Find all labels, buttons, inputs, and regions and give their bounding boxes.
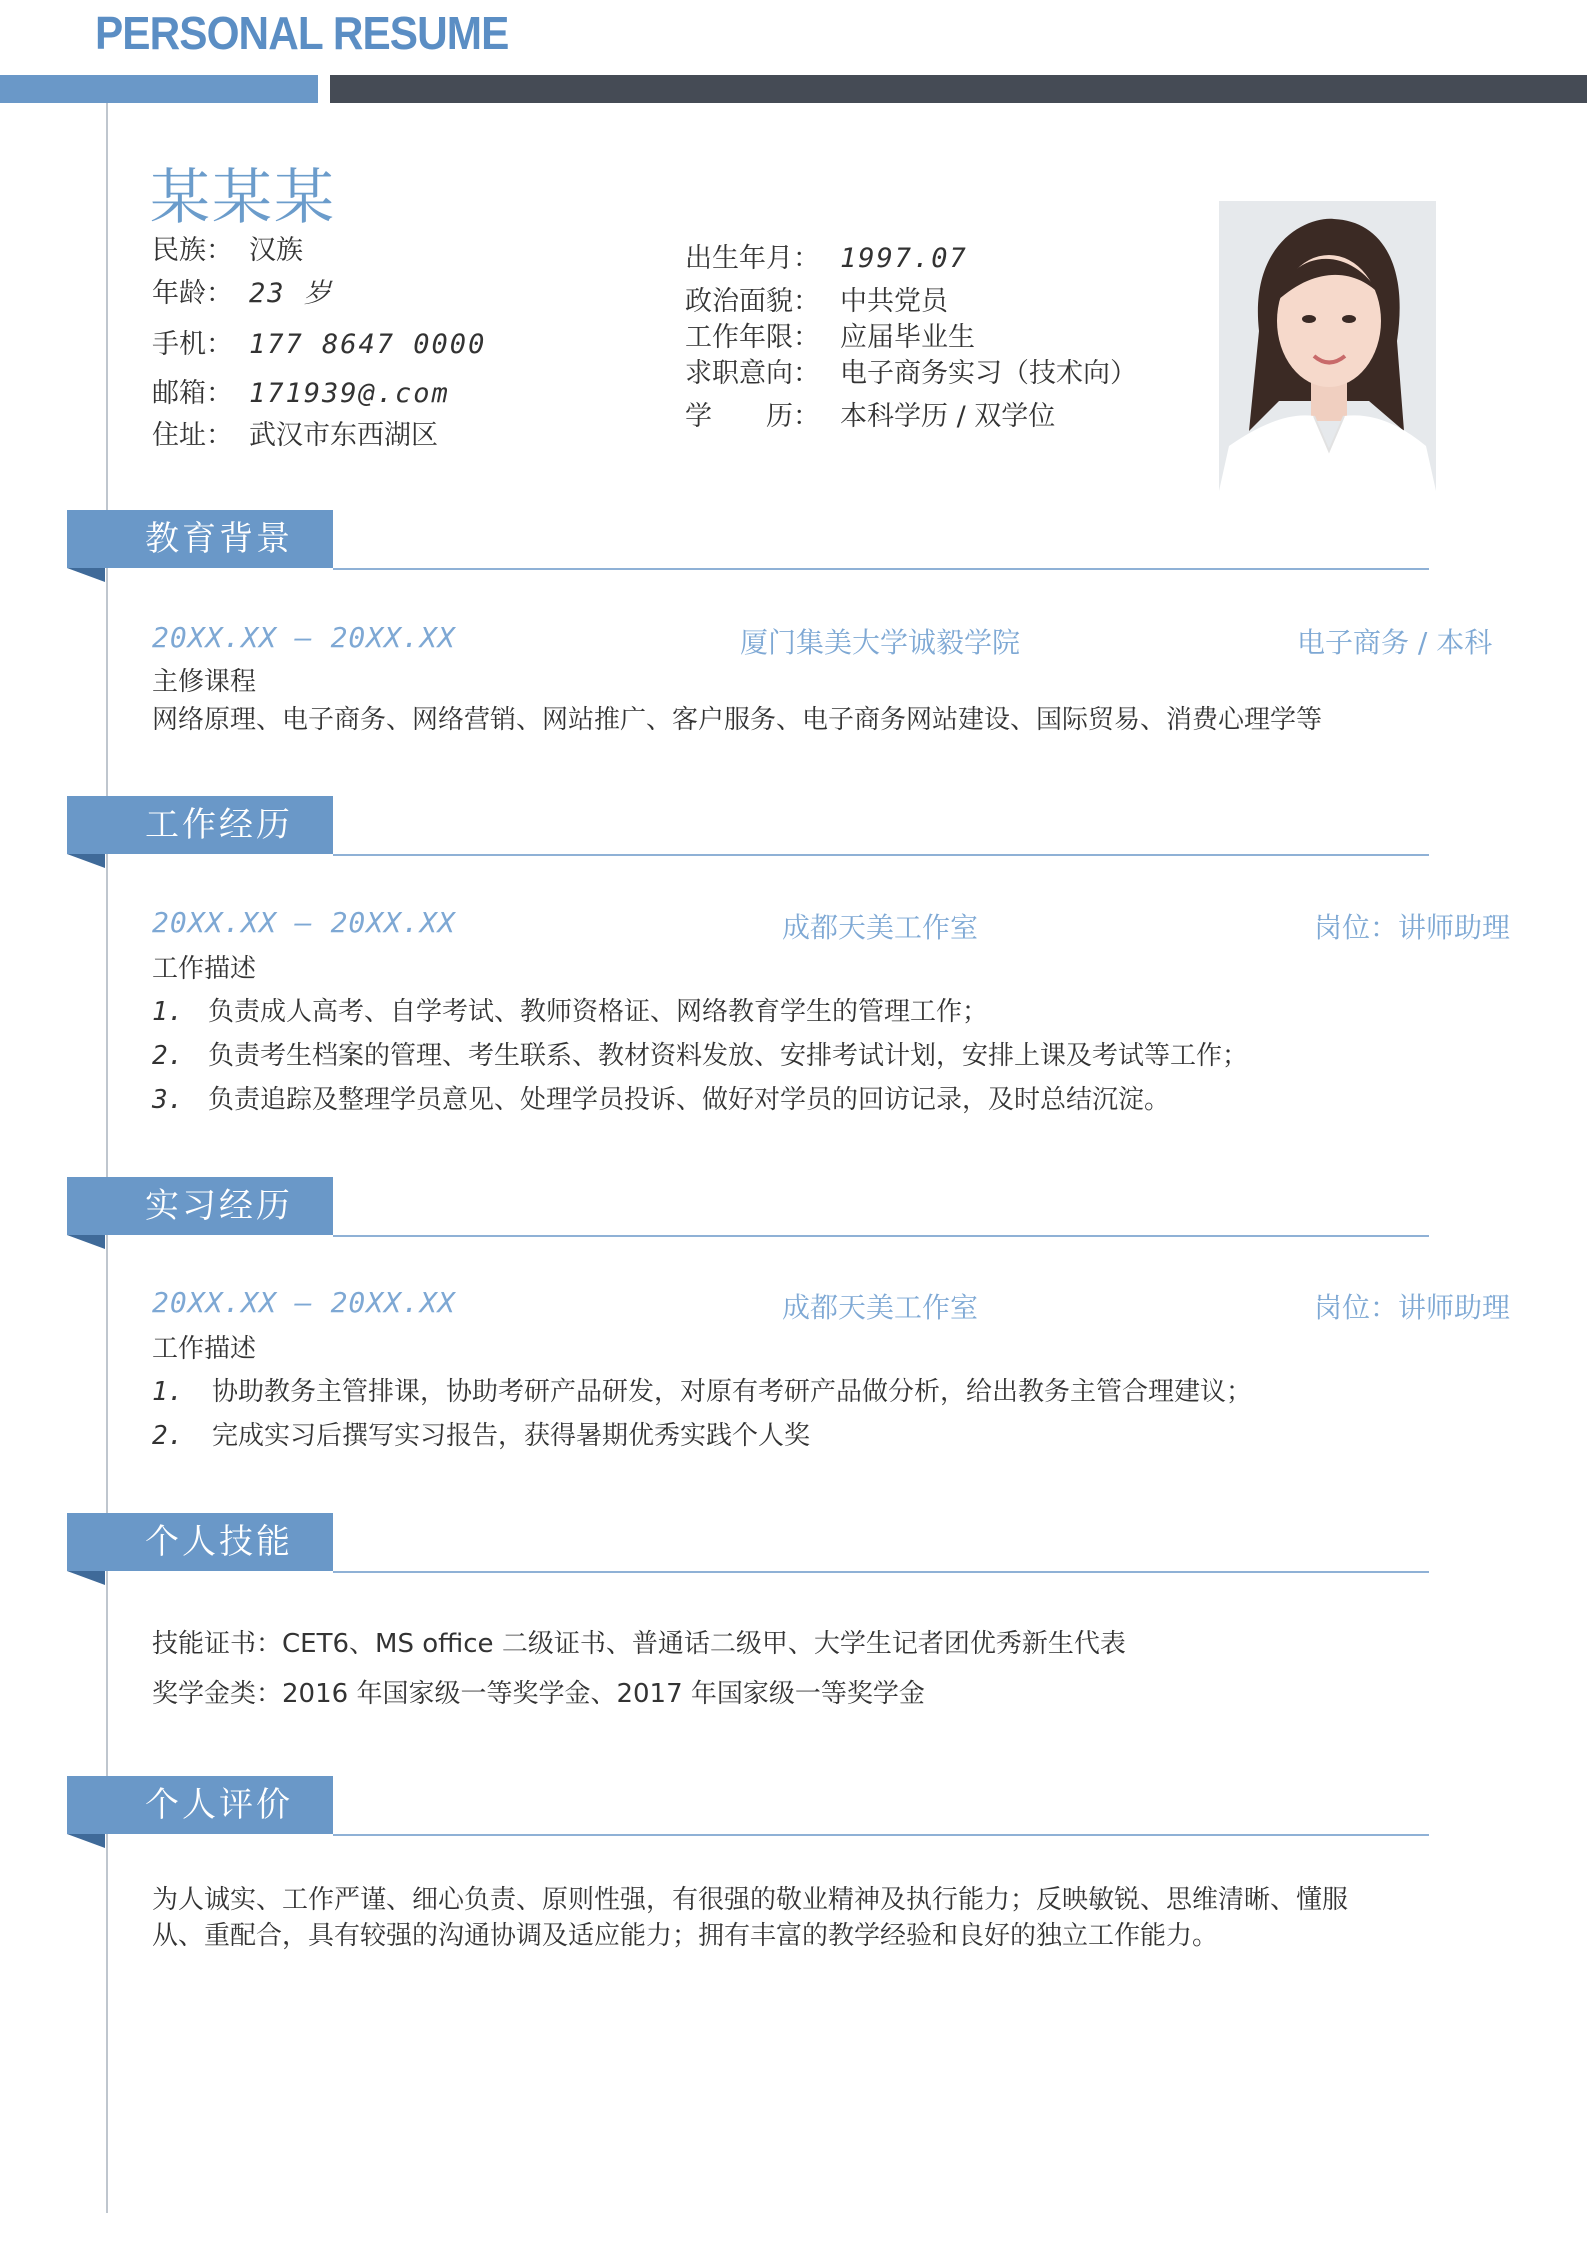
internship-item: 1. 协助教务主管排课，协助考研产品研发，对原有考研产品做分析，给出教务主管合理建议； [152, 1377, 1253, 1407]
skills-certificates: 技能证书：CET6、MS office 二级证书、普通话二级甲、大学生记者团优秀新生代表 [152, 1629, 1126, 1659]
section-education-heading: 教育背景 [67, 510, 333, 568]
info-email: 邮箱： 171939@.com [152, 378, 450, 409]
section-education-rule [333, 568, 1429, 570]
skills-awards: 奖学金类：2016 年国家级一等奖学金、2017 年国家级一等奖学金 [152, 1679, 925, 1709]
work-company: 成都天美工作室 [782, 911, 979, 944]
info-job-intention: 求职意向： 电子商务实习（技术向） [685, 358, 1137, 389]
internship-item: 2. 完成实习后撰写实习报告，获得暑期优秀实践个人奖 [152, 1421, 811, 1451]
work-date: 20XX.XX – 20XX.XX [152, 906, 456, 939]
section-work-heading: 工作经历 [67, 796, 333, 854]
section-internship-fold [67, 1235, 105, 1249]
timeline-line [106, 103, 108, 2213]
education-date: 20XX.XX – 20XX.XX [152, 621, 456, 654]
work-position: 岗位：讲师助理 [1314, 911, 1511, 944]
evaluation-line-2: 从、重配合，具有较强的沟通协调及适应能力；拥有丰富的教学经验和良好的独立工作能力。 [152, 1921, 1219, 1951]
internship-position: 岗位：讲师助理 [1314, 1291, 1511, 1324]
education-major: 电子商务 / 本科 [1297, 626, 1493, 659]
header-accent-bar [0, 75, 318, 103]
section-internship-heading: 实习经历 [67, 1177, 333, 1235]
portrait-photo [1219, 201, 1436, 491]
work-item: 3. 负责追踪及整理学员意见、处理学员投诉、做好对学员的回访记录，及时总结沉淀。 [152, 1085, 1171, 1115]
section-skills-rule [333, 1571, 1429, 1573]
info-address: 住址： 武汉市东西湖区 [152, 420, 438, 451]
info-ethnicity: 民族： 汉族 [152, 235, 303, 266]
work-subheading: 工作描述 [152, 954, 257, 984]
evaluation-line-1: 为人诚实、工作严谨、细心负责、原则性强，有很强的敬业精神及执行能力；反映敏锐、思维清晰、懂服 [152, 1885, 1349, 1915]
internship-company: 成都天美工作室 [782, 1291, 979, 1324]
section-internship-rule [333, 1235, 1429, 1237]
candidate-name: 某某某 [150, 163, 336, 233]
education-subheading: 主修课程 [152, 667, 257, 697]
work-item: 2. 负责考生档案的管理、考生联系、教材资料发放、安排考试计划，安排上课及考试等工作； [152, 1041, 1249, 1071]
section-evaluation-rule [333, 1834, 1429, 1836]
internship-date: 20XX.XX – 20XX.XX [152, 1286, 456, 1319]
section-evaluation-heading: 个人评价 [67, 1776, 333, 1834]
info-degree: 学 历： 本科学历 / 双学位 [685, 401, 1056, 432]
info-political: 政治面貌： 中共党员 [685, 286, 948, 317]
work-item: 1. 负责成人高考、自学考试、教师资格证、网络教育学生的管理工作； [152, 997, 989, 1027]
info-phone: 手机： 177 8647 0000 [152, 329, 487, 360]
section-skills-heading: 个人技能 [67, 1513, 333, 1571]
info-experience-years: 工作年限： 应届毕业生 [685, 322, 975, 353]
portrait-icon [1219, 201, 1436, 491]
header-dark-bar [330, 75, 1587, 103]
education-school: 厦门集美大学诚毅学院 [740, 626, 1021, 659]
internship-subheading: 工作描述 [152, 1334, 257, 1364]
info-age: 年龄： 23 岁 [152, 278, 333, 309]
section-education-fold [67, 568, 105, 582]
section-work-rule [333, 854, 1429, 856]
info-birth: 出生年月： 1997.07 [685, 243, 968, 274]
education-courses: 网络原理、电子商务、网络营销、网站推广、客户服务、电子商务网站建设、国际贸易、消费心理学等 [152, 705, 1323, 735]
section-skills-fold [67, 1571, 105, 1585]
section-work-fold [67, 854, 105, 868]
resume-title: PERSONAL RESUME [95, 7, 509, 59]
section-evaluation-fold [67, 1834, 105, 1848]
